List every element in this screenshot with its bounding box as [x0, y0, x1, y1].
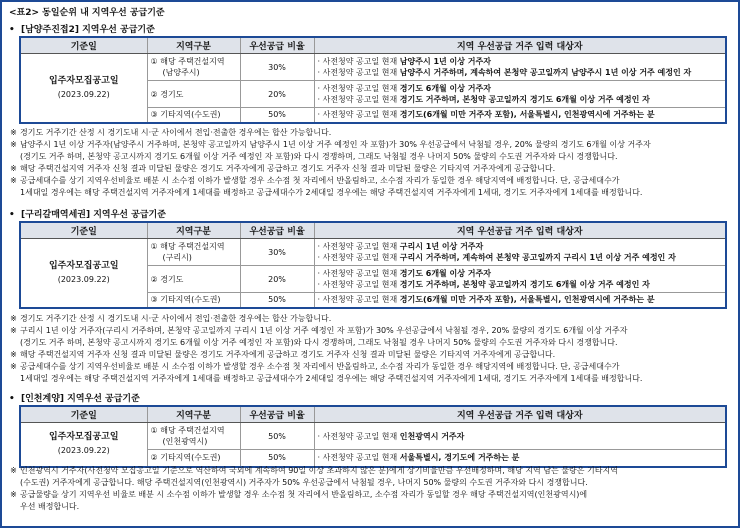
note-text: (경기도 거주 하며, 본청약 공고시까지 경기도 6개월 이상 거주 예정인 자 포함)와 다시 경쟁하며, 그래도 낙첨될 경우 나머지 50% 물량의 수도권 거주자와 다시 경쟁합니다.	[20, 152, 618, 161]
note-line	[7, 501, 731, 513]
note-mark: ※	[10, 490, 17, 499]
note-line	[7, 139, 731, 151]
note-text: 우선 배정합니다.	[20, 502, 80, 511]
requirement-line	[318, 56, 723, 67]
requirement-prefix: · 사전청약 공고일 현재	[317, 253, 400, 262]
notes-block	[7, 313, 731, 385]
note-text: 구리시 1년 이상 거주자(구리시 거주하며, 본청약 공고일까지 구리시 1년 이상 거주 예정인 자 포함)가 30% 우선공급에서 낙첨될 경우, 20% 물량의 경기도 6개월 이상 거주자	[20, 326, 628, 335]
region-cell	[147, 239, 240, 266]
region-header: 지역구분	[147, 406, 240, 423]
region-header: 지역구분	[147, 37, 240, 54]
note-mark: ※	[10, 314, 17, 323]
section-title-text: [구리갈매역세권] 지역우선 공급기준	[21, 210, 166, 220]
section-title	[9, 391, 140, 404]
region-cell	[147, 108, 240, 123]
ratio-header: 우선공급 비율	[240, 406, 314, 423]
note-mark: ※	[10, 350, 17, 359]
requirement-emphasis: 서울특별시, 경기도에 거주하는 분	[399, 453, 520, 463]
ratio-cell: 20%	[240, 81, 314, 108]
basis-date: (2023.09.22)	[57, 274, 110, 284]
ratio-cell: 50%	[240, 450, 314, 467]
note-line	[7, 325, 731, 337]
requirement-prefix: · 사전청약 공고일 현재	[317, 295, 400, 305]
requirement-prefix: · 사전청약 공고일 현재	[317, 269, 400, 278]
note-mark: ※	[10, 164, 17, 173]
note-line	[7, 465, 731, 477]
basis-label: 입주자모집공고일	[48, 432, 119, 443]
region-header: 지역구분	[147, 222, 240, 239]
region-line: (인천광역시)	[162, 437, 208, 446]
requirement-line	[318, 279, 723, 290]
requirement-line	[318, 452, 723, 463]
requirement-emphasis: 경기도(6개월 미만 거주자 포함), 서울특별시, 인천광역시에 거주하는 분	[399, 295, 655, 305]
header-row	[20, 406, 726, 423]
requirement-emphasis: 남양주시 거주하며, 계속하여 본청약 공고일까지 남양주시 1년 이상 거주 예정인 자	[399, 68, 692, 77]
ratio-header: 우선공급 비율	[240, 222, 314, 239]
note-text: 공급세대수를 상기 지역우선비율로 배분 시 소수점 이하가 발생할 경우 소수점 첫 자리에서 반올림하고, 소수점 자리가 동일한 경우 해당지역에 배정합니다. 단, 공급세대수가	[20, 176, 620, 185]
ratio-cell: 50%	[240, 108, 314, 123]
note-mark: ※	[10, 466, 17, 475]
requirement-cell	[314, 450, 726, 467]
note-line	[7, 187, 731, 199]
ratio-cell: 30%	[240, 54, 314, 81]
table-row	[20, 54, 726, 81]
header-row	[20, 222, 726, 239]
requirement-line	[318, 94, 723, 105]
note-mark: ※	[10, 362, 17, 371]
requirement-emphasis: 경기도 거주하며, 본청약 공고일까지 경기도 6개월 이상 거주 예정인 자	[399, 95, 650, 104]
requirement-emphasis: 경기도(6개월 미만 거주자 포함), 서울특별시, 인천광역시에 거주하는 분	[399, 110, 655, 120]
bullet-mark: •	[9, 25, 15, 35]
table-row	[20, 239, 726, 266]
requirement-line	[318, 294, 723, 305]
region-line: ② 기타지역(수도권)	[150, 453, 221, 463]
requirement-line	[318, 268, 723, 279]
note-text: 경기도 거주기간 산정 시 경기도내 시·군 사이에서 전입·전출한 경우에는 합산 가능합니다.	[20, 128, 332, 137]
requirement-cell	[314, 423, 726, 450]
ratio-cell: 50%	[240, 293, 314, 308]
basis-date-cell	[20, 423, 147, 467]
note-mark: ※	[10, 128, 17, 137]
note-line	[7, 151, 731, 163]
region-line: ③ 기타지역(수도권)	[150, 110, 221, 120]
basis-date-cell	[20, 239, 147, 308]
region-cell	[147, 266, 240, 293]
section-title	[9, 22, 155, 35]
basis-header: 기준일	[20, 406, 147, 423]
requirement-prefix: · 사전청약 공고일 현재	[317, 84, 400, 93]
requirement-line	[318, 241, 723, 252]
header-row	[20, 37, 726, 54]
note-mark: ※	[10, 326, 17, 335]
supply-criteria-table	[19, 36, 727, 124]
note-line	[7, 313, 731, 325]
note-text: 해당 주택건설지역 거주자 신청 결과 미달된 물량은 경기도 거주자에게 공급하고 경기도 거주자 신청 결과 미달된 물량은 기타지역 거주자에게 공급합니다.	[20, 164, 556, 173]
basis-date-cell	[20, 54, 147, 123]
section-title	[9, 207, 166, 220]
note-text: 공급세대수를 상기 지역우선비율로 배분 시 소수점 이하가 발생할 경우 소수점 첫 자리에서 반올림하고, 소수점 자리가 동일한 경우 해당지역에 배정합니다. 단, 공급세대수가	[20, 362, 620, 371]
note-line	[7, 127, 731, 139]
requirement-cell	[314, 108, 726, 123]
requirement-emphasis: 남양주시 1년 이상 거주자	[399, 57, 491, 66]
requirement-prefix: · 사전청약 공고일 현재	[317, 68, 400, 77]
notes-block	[7, 465, 731, 513]
requirement-line	[318, 109, 723, 120]
requirement-emphasis: 경기도 거주하며, 본청약 공고일까지 경기도 6개월 이상 거주 예정인 자	[399, 280, 650, 289]
basis-date: (2023.09.22)	[57, 446, 110, 456]
requirement-line	[318, 83, 723, 94]
basis-label: 입주자모집공고일	[48, 75, 119, 86]
requirement-prefix: · 사전청약 공고일 현재	[317, 110, 400, 120]
note-line	[7, 489, 731, 501]
requirement-cell	[314, 54, 726, 81]
note-text: (경기도 거주 하며, 본청약 공고시까지 경기도 6개월 이상 거주 예정인 자 포함)와 다시 경쟁하며, 그래도 낙첨될 경우 나머지 50% 물량의 수도권 거주자와 다시 경쟁합니다.	[20, 338, 618, 347]
bullet-mark: •	[9, 210, 15, 220]
requirement-cell	[314, 239, 726, 266]
region-line: ① 해당 주택건설지역	[150, 242, 225, 251]
ratio-cell: 20%	[240, 266, 314, 293]
section-title-text: [남양주진접2] 지역우선 공급기준	[21, 25, 155, 35]
note-line	[7, 337, 731, 349]
basis-header: 기준일	[20, 37, 147, 54]
supply-criteria-table	[19, 221, 727, 309]
region-line: ① 해당 주택건설지역	[150, 57, 225, 66]
requirement-prefix: · 사전청약 공고일 현재	[317, 242, 400, 251]
requirement-prefix: · 사전청약 공고일 현재	[317, 95, 400, 104]
region-line: (남양주시)	[162, 68, 200, 77]
section-title-text: [인천계양] 지역우선 공급기준	[21, 394, 140, 404]
note-text: 해당 주택건설지역 거주자 신청 결과 미달된 물량은 경기도 거주자에게 공급하고 경기도 거주자 신청 결과 미달된 물량은 기타지역 거주자에게 공급합니다.	[20, 350, 556, 359]
document-title: <표2> 동일순위 내 지역우선 공급기준	[9, 8, 165, 18]
region-cell	[147, 54, 240, 81]
ratio-cell: 30%	[240, 239, 314, 266]
note-text: 남양주시 1년 이상 거주자(남양주시 거주하며, 본청약 공고일까지 남양주시 1년 이상 거주 예정인 자 포함)가 30% 우선공급에서 낙첨될 경우, 20% 물량의 경기도 6개월 이상 거주자	[20, 140, 651, 149]
note-line	[7, 175, 731, 187]
notes-block	[7, 127, 731, 199]
note-line	[7, 373, 731, 385]
requirement-emphasis: 인천광역시 거주자	[399, 431, 465, 441]
requirement-cell	[314, 266, 726, 293]
note-line	[7, 477, 731, 489]
region-line: ② 경기도	[150, 89, 184, 99]
requirement-emphasis: 구리시 1년 이상 거주자	[399, 242, 484, 251]
supply-criteria-table	[19, 405, 727, 468]
note-mark: ※	[10, 140, 17, 149]
requirement-line	[318, 431, 723, 442]
requirement-emphasis: 경기도 6개월 이상 거주자	[399, 84, 491, 93]
requirement-emphasis: 구리시 거주하며, 계속하여 본청약 공고일까지 구리시 1년 이상 거주 예정인 자	[399, 253, 676, 262]
ratio-header: 우선공급 비율	[240, 37, 314, 54]
basis-label: 입주자모집공고일	[48, 260, 119, 271]
region-cell	[147, 423, 240, 450]
requirement-cell	[314, 81, 726, 108]
target-header: 지역 우선공급 거주 입력 대상자	[314, 37, 726, 54]
region-line: ② 경기도	[150, 274, 184, 284]
note-text: 1세대일 경우에는 해당 주택건설지역 거주자에게 1세대를 배정하고 공급세대수가 2세대일 경우에는 해당 주택건설지역 거주자에게 1세대, 경기도 거주자에게 1세대를 배정합니다.	[20, 374, 643, 383]
ratio-cell: 50%	[240, 423, 314, 450]
requirement-prefix: · 사전청약 공고일 현재	[317, 57, 400, 66]
requirement-line	[318, 252, 723, 263]
basis-header: 기준일	[20, 222, 147, 239]
region-cell	[147, 81, 240, 108]
requirement-prefix: · 사전청약 공고일 현재	[317, 431, 400, 441]
note-text: 1세대일 경우에는 해당 주택건설지역 거주자에게 1세대를 배정하고 공급세대수가 2세대일 경우에는 해당 주택건설지역 거주자에게 1세대, 경기도 거주자에게 1세대를 배정합니다.	[20, 188, 643, 197]
table-row	[20, 423, 726, 450]
region-line: ③ 기타지역(수도권)	[150, 295, 221, 305]
requirement-emphasis: 경기도 6개월 이상 거주자	[399, 269, 491, 278]
bullet-mark: •	[9, 394, 15, 404]
requirement-prefix: · 사전청약 공고일 현재	[317, 280, 400, 289]
note-mark: ※	[10, 176, 17, 185]
region-line: ① 해당 주택건설지역	[150, 426, 225, 435]
requirement-prefix: · 사전청약 공고일 현재	[317, 453, 400, 463]
target-header: 지역 우선공급 거주 입력 대상자	[314, 406, 726, 423]
region-cell	[147, 450, 240, 467]
target-header: 지역 우선공급 거주 입력 대상자	[314, 222, 726, 239]
basis-date: (2023.09.22)	[57, 89, 110, 99]
note-text: (수도권) 거주자에게 공급합니다. 해당 주택건설지역(인천광역시) 거주자가 50% 우선공급에서 낙첨될 경우, 나머지 50% 물량의 수도권 거주자와 다시 경쟁합니다.	[20, 478, 588, 487]
region-line: (구리시)	[162, 253, 192, 262]
note-line	[7, 163, 731, 175]
requirement-cell	[314, 293, 726, 308]
note-text: 인천광역시 거주자(사전청약 모집공고일 기준으로 역산하여 국외에 계속하여 90일 이상 초과하지 않은 분)에게 상기비율만큼 우선배정하며, 해당 지역 남는 물량은 기타지역	[20, 466, 618, 475]
note-line	[7, 349, 731, 361]
note-line	[7, 361, 731, 373]
note-text: 경기도 거주기간 산정 시 경기도내 시·군 사이에서 전입·전출한 경우에는 합산 가능합니다.	[20, 314, 332, 323]
note-text: 공급물량을 상기 지역우선 비율로 배분 시 소수점 이하가 발생할 경우 소수점 첫 자리에서 반올림하고, 소수점 자리가 동일할 경우 해당 주택건설지역(인천광역시)에	[20, 490, 588, 499]
requirement-line	[318, 67, 723, 78]
region-cell	[147, 293, 240, 308]
